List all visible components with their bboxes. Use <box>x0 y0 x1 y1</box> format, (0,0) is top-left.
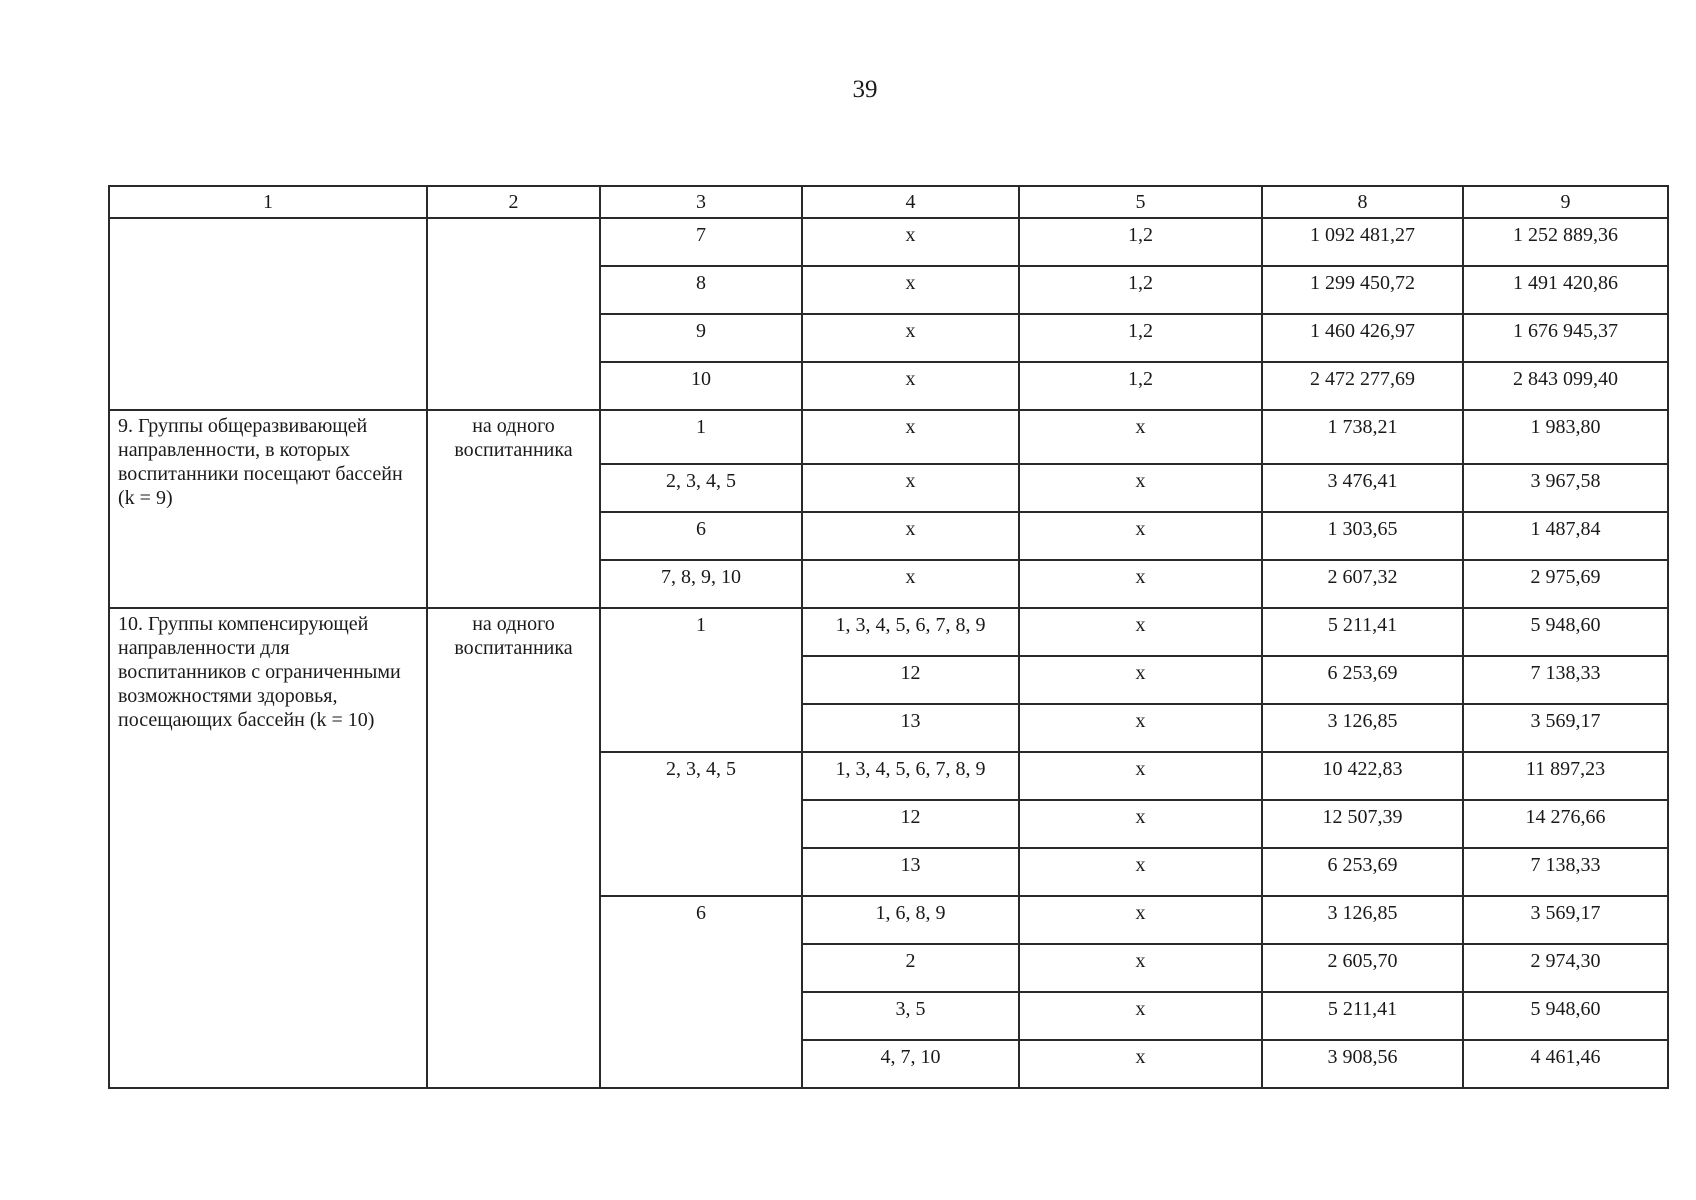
cell-col4 <box>802 362 1019 410</box>
cell-col5 <box>1019 560 1262 608</box>
cell-col3 <box>600 512 802 560</box>
cell-col9-value: 5 948,60 <box>1530 614 1601 636</box>
cell-col4 <box>802 314 1019 362</box>
cell-col8 <box>1262 410 1463 464</box>
cell-col8 <box>1262 944 1463 992</box>
cell-col8 <box>1262 362 1463 410</box>
cell-col4 <box>802 752 1019 800</box>
cell-col8-value: 6 253,69 <box>1327 854 1398 876</box>
column-header: 4 <box>802 186 1019 218</box>
column-header: 2 <box>427 186 600 218</box>
cell-col4-value: 2 <box>905 950 916 972</box>
cell-col8 <box>1262 896 1463 944</box>
cell-col4-value: 4, 7, 10 <box>880 1046 941 1068</box>
cell-col8-value: 5 211,41 <box>1327 998 1398 1020</box>
cell-col3 <box>600 362 802 410</box>
cell-col4-value: 1, 6, 8, 9 <box>875 902 946 924</box>
cell-col4-value: x <box>905 470 916 492</box>
cell-col3-value: 1 <box>696 416 706 438</box>
cell-col3-value: 8 <box>696 272 706 294</box>
cell-col8 <box>1262 512 1463 560</box>
cell-col9 <box>1463 848 1668 896</box>
cell-col4-value: 1, 3, 4, 5, 6, 7, 8, 9 <box>835 758 986 780</box>
cell-col9 <box>1463 896 1668 944</box>
cell-col5 <box>1019 752 1262 800</box>
cell-col9 <box>1463 218 1668 266</box>
cell-col5-value: x <box>1135 806 1146 828</box>
cell-col8 <box>1262 752 1463 800</box>
column-header: 9 <box>1463 186 1668 218</box>
cell-col9-value: 14 276,66 <box>1525 806 1606 828</box>
cell-col9-value: 3 569,17 <box>1530 710 1601 732</box>
cell-col8-value: 6 253,69 <box>1327 662 1398 684</box>
cell-col8 <box>1262 266 1463 314</box>
cell-col8 <box>1262 992 1463 1040</box>
cell-col3 <box>600 464 802 512</box>
cell-col8 <box>1262 608 1463 656</box>
page-number: 39 <box>852 76 878 103</box>
cell-col8-value: 1 738,21 <box>1327 416 1398 438</box>
cell-col4 <box>802 608 1019 656</box>
cell-col8 <box>1262 800 1463 848</box>
cell-col9-value: 11 897,23 <box>1525 758 1606 780</box>
cell-col4-value: x <box>905 368 916 390</box>
cell-col9 <box>1463 800 1668 848</box>
cell-col4 <box>802 464 1019 512</box>
cell-col9 <box>1463 752 1668 800</box>
cell-col5 <box>1019 656 1262 704</box>
cell-col5-value: 1,2 <box>1128 368 1153 390</box>
group9-description: 9. Группы общеразвивающей направленности, в которых воспитанники посещают бассейн (k = 9) <box>109 410 427 608</box>
cell-col5-value: 1,2 <box>1128 320 1153 342</box>
cell-col9-value: 1 252 889,36 <box>1513 224 1618 246</box>
cell-col5 <box>1019 992 1262 1040</box>
cell-col8 <box>1262 1040 1463 1088</box>
cell-col8-value: 2 605,70 <box>1327 950 1398 972</box>
cell-col3 <box>600 410 802 464</box>
table-row <box>109 608 1668 656</box>
column-header: 1 <box>109 186 427 218</box>
cell-col5 <box>1019 608 1262 656</box>
cell-col9 <box>1463 656 1668 704</box>
cell-col4 <box>802 266 1019 314</box>
subgroup-col3-value: 6 <box>696 902 706 924</box>
cell-col4-value: 1, 3, 4, 5, 6, 7, 8, 9 <box>835 614 986 636</box>
cell-col5-value: x <box>1135 902 1146 924</box>
cell-col4-value: x <box>905 272 916 294</box>
cell-col8-value: 10 422,83 <box>1322 758 1403 780</box>
cell-col8-value: 3 126,85 <box>1327 710 1398 732</box>
cell-col5-value: x <box>1135 518 1146 540</box>
cell-col9-value: 5 948,60 <box>1530 998 1601 1020</box>
cell-col4-value: 13 <box>900 710 921 732</box>
cell-col4-value: 13 <box>900 854 921 876</box>
cell-col3 <box>600 218 802 266</box>
subgroup-col3 <box>600 896 802 1088</box>
cell-col9-value: 7 138,33 <box>1530 662 1601 684</box>
cell-col5 <box>1019 1040 1262 1088</box>
cell-col9-value: 4 461,46 <box>1530 1046 1601 1068</box>
cell-col4 <box>802 992 1019 1040</box>
cell-col5-value: x <box>1135 614 1146 636</box>
cell-col5-value: 1,2 <box>1128 272 1153 294</box>
cell-col8 <box>1262 560 1463 608</box>
cell-col8 <box>1262 848 1463 896</box>
cell-col5 <box>1019 944 1262 992</box>
cell-col4-value: x <box>905 224 916 246</box>
cell-col3-value: 7 <box>696 224 706 246</box>
cell-col9-value: 1 487,84 <box>1530 518 1601 540</box>
cell-col4 <box>802 512 1019 560</box>
cell-col9 <box>1463 1040 1668 1088</box>
cell-col9 <box>1463 608 1668 656</box>
cell-col5 <box>1019 896 1262 944</box>
cell-col8-value: 1 303,65 <box>1327 518 1398 540</box>
cell-col5-value: x <box>1135 710 1146 732</box>
cell-col8-value: 3 126,85 <box>1327 902 1398 924</box>
table-row <box>109 410 1668 464</box>
cell-col8-value: 3 908,56 <box>1327 1046 1398 1068</box>
cell-col4 <box>802 848 1019 896</box>
subgroup-col3-value: 2, 3, 4, 5 <box>666 758 736 780</box>
cell-col9 <box>1463 992 1668 1040</box>
cell-col9-value: 2 974,30 <box>1530 950 1601 972</box>
cell-col5 <box>1019 314 1262 362</box>
cell-col9-value: 2 975,69 <box>1530 566 1601 588</box>
cell-col4 <box>802 704 1019 752</box>
header-row <box>109 186 1668 218</box>
cell-col5 <box>1019 512 1262 560</box>
cell-col9-value: 1 491 420,86 <box>1513 272 1618 294</box>
cell-col9 <box>1463 410 1668 464</box>
cell-col8 <box>1262 464 1463 512</box>
cell-col4 <box>802 1040 1019 1088</box>
cell-col5-value: x <box>1135 416 1146 438</box>
cell-col8-value: 1 299 450,72 <box>1310 272 1415 294</box>
cell-col5 <box>1019 218 1262 266</box>
cell-col9 <box>1463 704 1668 752</box>
cell-col9-value: 1 676 945,37 <box>1513 320 1618 342</box>
cell-col4 <box>802 944 1019 992</box>
cell-col4 <box>802 896 1019 944</box>
cell-col9-value: 3 569,17 <box>1530 902 1601 924</box>
cell-col8-value: 5 211,41 <box>1327 614 1398 636</box>
cell-col8 <box>1262 314 1463 362</box>
cell-col4-value: x <box>905 566 916 588</box>
cell-col5-value: x <box>1135 854 1146 876</box>
table-body <box>109 186 1668 1088</box>
cell-col4-value: x <box>905 416 916 438</box>
cell-col5-value: x <box>1135 662 1146 684</box>
cell-col9 <box>1463 944 1668 992</box>
group9-unit: на одного воспитанника <box>427 410 600 608</box>
cell-col3-value: 10 <box>691 368 711 390</box>
column-header: 5 <box>1019 186 1262 218</box>
cell-col9 <box>1463 560 1668 608</box>
cell-col5-value: 1,2 <box>1128 224 1153 246</box>
cell-col9 <box>1463 362 1668 410</box>
cell-col8-value: 1 092 481,27 <box>1310 224 1415 246</box>
cell-col5-value: x <box>1135 758 1146 780</box>
cell-col3 <box>600 266 802 314</box>
cell-col5-value: x <box>1135 998 1146 1020</box>
cell-col5-value: x <box>1135 470 1146 492</box>
cell-col4-value: x <box>905 320 916 342</box>
cell-col5-value: x <box>1135 566 1146 588</box>
group10-description: 10. Группы компенсирующей направленности для воспитанников с ограниченными возможностями здоровья, посещающих бассейн (k = 10) <box>109 608 427 1088</box>
cell-col3-value: 2, 3, 4, 5 <box>666 470 736 492</box>
cell-col5 <box>1019 410 1262 464</box>
cell-col8-value: 2 607,32 <box>1327 566 1398 588</box>
cell-col4 <box>802 560 1019 608</box>
continued-description-cell <box>109 218 427 410</box>
column-header: 3 <box>600 186 802 218</box>
cell-col3 <box>600 560 802 608</box>
column-header: 8 <box>1262 186 1463 218</box>
group10-unit: на одного воспитанника <box>427 608 600 1088</box>
cell-col8-value: 1 460 426,97 <box>1310 320 1415 342</box>
cell-col9 <box>1463 266 1668 314</box>
cell-col4 <box>802 410 1019 464</box>
cell-col4-value: 12 <box>900 662 921 684</box>
cell-col8 <box>1262 704 1463 752</box>
cell-col8-value: 12 507,39 <box>1322 806 1403 828</box>
cell-col4 <box>802 800 1019 848</box>
cell-col9-value: 7 138,33 <box>1530 854 1601 876</box>
cell-col3-value: 7, 8, 9, 10 <box>661 566 741 588</box>
cell-col4-value: 12 <box>900 806 921 828</box>
cell-col9 <box>1463 314 1668 362</box>
cell-col9 <box>1463 464 1668 512</box>
cell-col4-value: x <box>905 518 916 540</box>
cell-col3-value: 6 <box>696 518 706 540</box>
cell-col5 <box>1019 362 1262 410</box>
subgroup-col3-value: 1 <box>696 614 706 636</box>
cell-col8 <box>1262 218 1463 266</box>
cell-col5 <box>1019 800 1262 848</box>
cell-col4-value: 3, 5 <box>895 998 926 1020</box>
cell-col4 <box>802 656 1019 704</box>
cell-col4 <box>802 218 1019 266</box>
subgroup-col3 <box>600 752 802 896</box>
cell-col5 <box>1019 848 1262 896</box>
cell-col9 <box>1463 512 1668 560</box>
cell-col5 <box>1019 704 1262 752</box>
cell-col9-value: 3 967,58 <box>1530 470 1601 492</box>
tariff-table <box>108 185 1669 1089</box>
cell-col5 <box>1019 464 1262 512</box>
table-row <box>109 218 1668 266</box>
continued-unit-cell <box>427 218 600 410</box>
cell-col5-value: x <box>1135 1046 1146 1068</box>
subgroup-col3 <box>600 608 802 752</box>
cell-col8-value: 3 476,41 <box>1327 470 1398 492</box>
cell-col3-value: 9 <box>696 320 706 342</box>
cell-col8 <box>1262 656 1463 704</box>
cell-col3 <box>600 314 802 362</box>
cell-col8-value: 2 472 277,69 <box>1310 368 1415 390</box>
cell-col5 <box>1019 266 1262 314</box>
cell-col5-value: x <box>1135 950 1146 972</box>
cell-col9-value: 2 843 099,40 <box>1513 368 1618 390</box>
cell-col9-value: 1 983,80 <box>1530 416 1601 438</box>
